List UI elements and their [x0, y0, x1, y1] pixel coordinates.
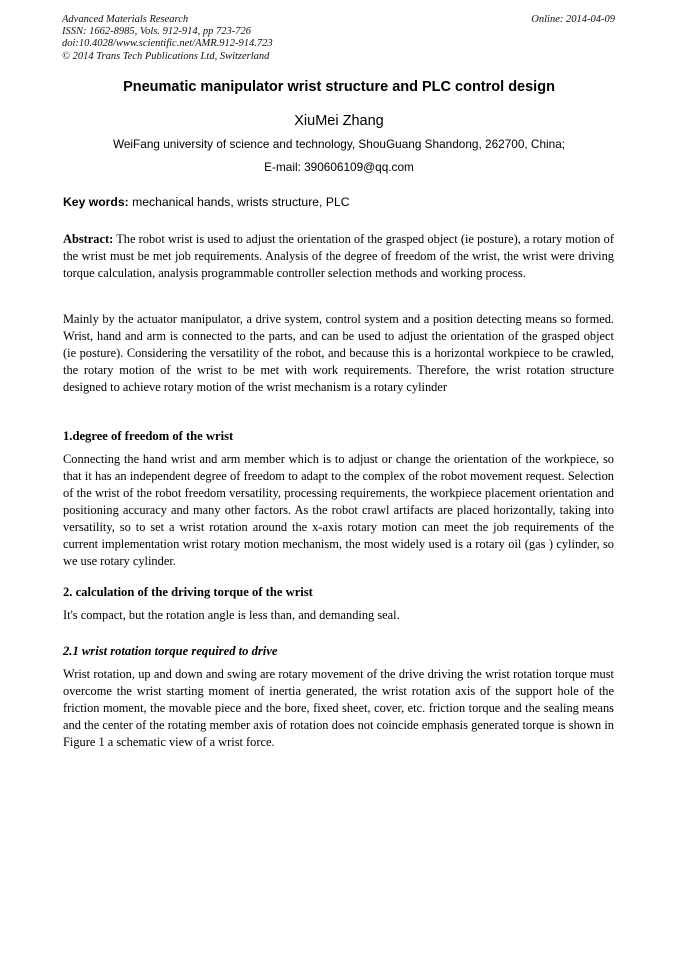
section-1-paragraph: Connecting the hand wrist and arm member which is to adjust or change the orientation of the workpiece, so that it has an independent degree of freedom to adapt to the complex of the robot movement request. Selection of the wrist of the robot freedom versatility, processing requirements, the workpiece placement orientation and positioning accuracy and many other factors. As the robot crawl artifacts are placed horizontally, taking into versatility, so to set a wrist rotation around the x-axis rotary motion can meet the job requirements of the current implementation wrist rotary motion mechanism, the most widely used is a rotary oil (gas ) cylinder, so we use rotary cylinder. — [63, 452, 614, 568]
section-2-1-paragraph: Wrist rotation, up and down and swing are rotary movement of the drive driving the wrist rotation torque must overcome the wrist starting moment of inertia generated, the wrist rotation axis of the support hole of the friction moment, the movable piece and the bore, fixed sheet, cover, etc. friction torque and the sealing means and the center of the rotating member axis of rotation does not coincide emphasis generated torque is shown in Figure 1 a schematic view of a wrist force. — [63, 667, 614, 749]
abstract — [63, 231, 614, 282]
author-affiliation: WeiFang university of science and technology, ShouGuang Shandong, 262700, China; — [112, 137, 566, 151]
keywords — [63, 195, 350, 209]
abstract-label: Abstract: — [63, 232, 114, 246]
journal-name: Advanced Materials Research — [62, 14, 189, 25]
section-1-heading: 1.degree of freedom of the wrist — [63, 429, 234, 443]
paper-title: Pneumatic manipulator wrist structure and PLC control design — [123, 79, 555, 95]
journal-header — [62, 14, 273, 63]
keywords-text: mechanical hands, wrists structure, PLC — [132, 195, 350, 209]
intro-paragraph: Mainly by the actuator manipulator, a drive system, control system and a position detecting means so formed. Wrist, hand and arm is connected to the parts, and can be used to adjust the orientation of the grasped object (ie posture). Considering the versatility of the robot, and because this is a horizontal workpiece to be crawled, the rotary motion of the wrist to be met with work requirements. Therefore, the wrist rotation structure designed to achieve rotary motion of the wrist mechanism is a rotary cylinder — [63, 312, 614, 394]
issn-line: ISSN: 1662-8985, Vols. 912-914, pp 723-726 — [62, 26, 251, 38]
doi-line: doi:10.4028/www.scientific.net/AMR.912-914.723 — [62, 38, 273, 50]
copyright-line: © 2014 Trans Tech Publications Ltd, Switzerland — [62, 50, 270, 62]
abstract-text: The robot wrist is used to adjust the orientation of the grasped object (ie posture), a rotary motion of the wrist must be met job requirements. Analysis of the degree of freedom of the wrist, the wrist were driving torque calculation, analysis programmable controller selection methods and working process. — [63, 232, 614, 280]
section-2-1-heading: 2.1 wrist rotation torque required to drive — [63, 644, 278, 658]
section-2-heading: 2. calculation of the driving torque of the wrist — [63, 585, 313, 599]
author-name: XiuMei Zhang — [294, 113, 384, 129]
author-email: E-mail: 390606109@qq.com — [264, 160, 414, 174]
online-date: Online: 2014-04-09 — [531, 14, 615, 25]
section-2-paragraph: It's compact, but the rotation angle is less than, and demanding seal. — [63, 608, 400, 622]
keywords-label: Key words: — [63, 195, 129, 209]
